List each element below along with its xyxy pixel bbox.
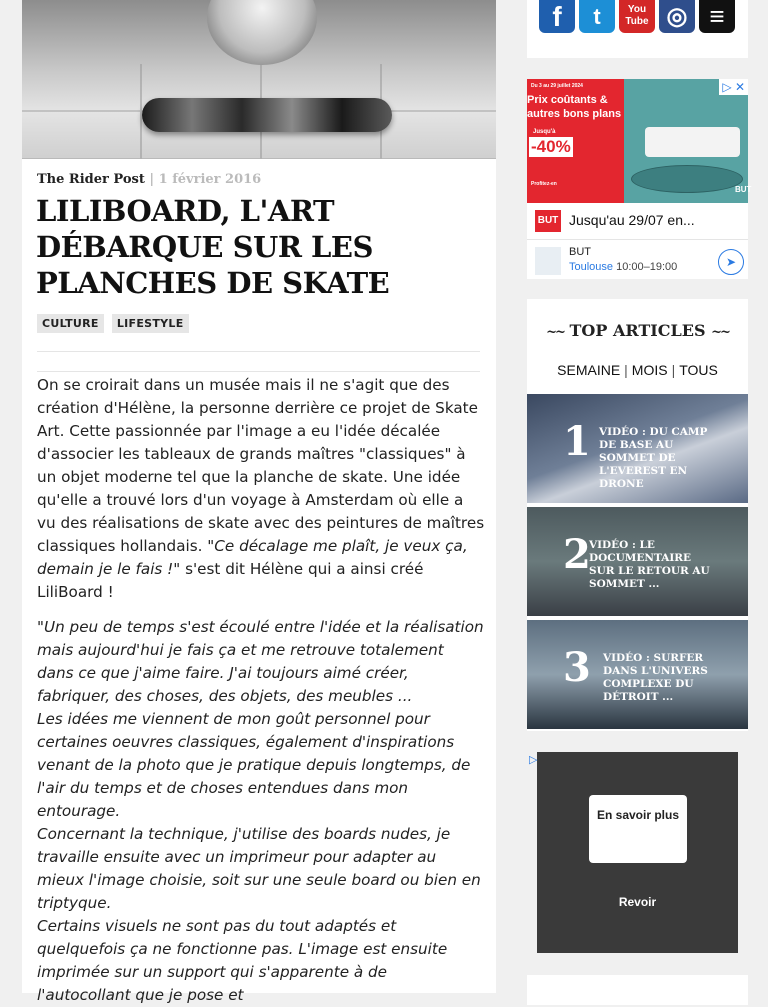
ad-choices-icon[interactable]: ▷ ✕ — [719, 79, 748, 95]
intro-quote: Ce décalage me plaît, je veux ça, demain je le fais ! — [37, 537, 468, 578]
newsletter-icon[interactable]: ≡ — [699, 0, 735, 33]
article-meta — [37, 172, 261, 187]
ad-promo-tag: Profitez-en — [531, 181, 557, 187]
source-link[interactable]: The Rider Post — [37, 172, 145, 187]
ad-brand-corner: BUT — [735, 185, 752, 194]
top-article-item[interactable] — [527, 394, 748, 503]
ad-cta-title[interactable]: Jusqu'au 29/07 en... — [569, 212, 695, 228]
sofa-image — [645, 127, 740, 157]
tag-lifestyle[interactable]: LIFESTYLE — [112, 314, 189, 333]
social-links — [527, 0, 748, 58]
quote-line: "Un peu de temps s'est écoulé entre l'idée et la réalisation mais aujourd'hui je fais ça et me retrouve totalement dans ce que j'aime faire. J'ai toujours aimé créer, fabriquer, des choses, des objets, des meubles ... — [37, 618, 484, 705]
ad-frame — [537, 752, 738, 953]
rank-number: 1 — [563, 418, 591, 465]
tag-culture[interactable]: CULTURE — [37, 314, 104, 333]
tab-tous[interactable]: TOUS — [679, 362, 718, 378]
ad-discount: -40% — [531, 137, 571, 156]
twitter-icon[interactable]: t — [579, 0, 615, 33]
divider — [37, 351, 480, 352]
tag-list — [37, 312, 192, 333]
directions-icon[interactable]: ➤ — [718, 249, 744, 275]
intro-paragraph: On se croirait dans un musée mais il ne s'agit que des création d'Hélène, la personne derrière ce projet de Skate Art. Cette passionnée par l'image a eu l'idée décalée d'associer les tableaux de grands maîtres "classiques" à un objet moderne tel que la planche de skate. Une idée qu'elle a trouvé lors d'un voyage à Amsterdam où elle a vu des réalisations de skate avec des peintures de maîtres classiques hollandais. "Ce décalage me plaît, je veux ça, demain je le fais !" s'est dit Hélène qui a ainsi créé LiliBoard ! — [37, 376, 485, 601]
ad-but[interactable] — [527, 79, 752, 279]
hero-figure — [207, 0, 317, 65]
skateboard-art — [142, 98, 392, 132]
store-name: BUT — [569, 246, 591, 258]
ad-dates: Du 3 au 29 juillet 2024 — [531, 83, 583, 89]
tab-mois[interactable]: MOIS — [631, 362, 668, 378]
quote-line: Les idées me viennent de mon goût personnel pour certaines oeuvres classiques, également d'inspirations venant de la photo que je pratique depuis longtemps, de l'air du temps et de choses entendues dans mon entourage. — [37, 710, 471, 820]
hero-image[interactable] — [22, 0, 496, 159]
zigzag-icon: ~~ — [711, 325, 729, 340]
period-selector: SEMAINE | MOIS | TOUS — [557, 362, 718, 378]
learn-more-button[interactable]: En savoir plus — [589, 795, 687, 863]
ad-choices-icon[interactable]: ▷ — [529, 753, 538, 766]
top-article-item[interactable] — [527, 620, 748, 729]
top-articles-widget — [527, 299, 748, 731]
quote-line: Certains visuels ne sont pas du tout adaptés et quelquefois ça ne fonctionne pas. L'image est ensuite imprimée sur un support qui s'apparente à de l'autocollant que je pose et — [37, 917, 448, 1004]
page-title: LILIBOARD, L'ART DÉBARQUE SUR LES PLANCHES DE SKATE — [36, 194, 390, 300]
youtube-icon[interactable]: You Tube — [619, 0, 655, 33]
article-column — [22, 0, 496, 1004]
divider — [37, 371, 480, 372]
store-info — [569, 261, 677, 273]
instagram-icon[interactable]: ◎ — [659, 0, 695, 33]
close-icon[interactable]: ✕ — [734, 80, 745, 94]
ad-banner[interactable] — [527, 79, 752, 203]
rank-number: 2 — [563, 531, 591, 578]
sidebar-card — [527, 975, 748, 1005]
rug-image — [631, 165, 743, 193]
store-city[interactable]: Toulouse — [569, 261, 614, 273]
widget-title: ~~ TOP ARTICLES ~~ — [546, 321, 729, 340]
publish-date: 1 février 2016 — [158, 172, 262, 187]
revoir-button[interactable]: Revoir — [618, 895, 657, 909]
top-article-item[interactable] — [527, 507, 748, 616]
article-body — [37, 374, 485, 1007]
map-icon — [535, 247, 561, 275]
tab-semaine[interactable]: SEMAINE — [557, 362, 621, 378]
rank-number: 3 — [563, 644, 591, 691]
brand-logo: BUT — [535, 210, 561, 232]
ad-placeholder[interactable] — [527, 752, 748, 953]
ad-headline: Prix coûtants & autres bons plans — [527, 94, 622, 120]
zigzag-icon: ~~ — [546, 325, 564, 340]
top-article-title[interactable]: VIDÉO : DU CAMP DE BASE AU SOMMET DE L'EVEREST EN DRONE — [599, 426, 708, 490]
top-article-title[interactable]: VIDÉO : SURFER DANS L'UNIVERS COMPLEXE DU DÉTROIT ... — [603, 652, 708, 703]
top-article-title[interactable]: VIDÉO : LE DOCUMENTAIRE SUR LE RETOUR AU SOMMET ... — [589, 539, 710, 590]
quote-line: Concernant la technique, j'utilise des boards nudes, je travaille ensuite avec un imprimeur pour adapter au mieux l'image choisie, soit sur une seule board ou bien en triptyque. — [37, 825, 481, 912]
facebook-icon[interactable]: f — [539, 0, 575, 33]
divider — [527, 239, 748, 240]
ad-upto: Jusqu'à — [533, 129, 556, 135]
date-separator: | — [149, 172, 155, 187]
store-hours: 10:00–19:00 — [616, 261, 678, 273]
interview-quote — [37, 616, 485, 1007]
